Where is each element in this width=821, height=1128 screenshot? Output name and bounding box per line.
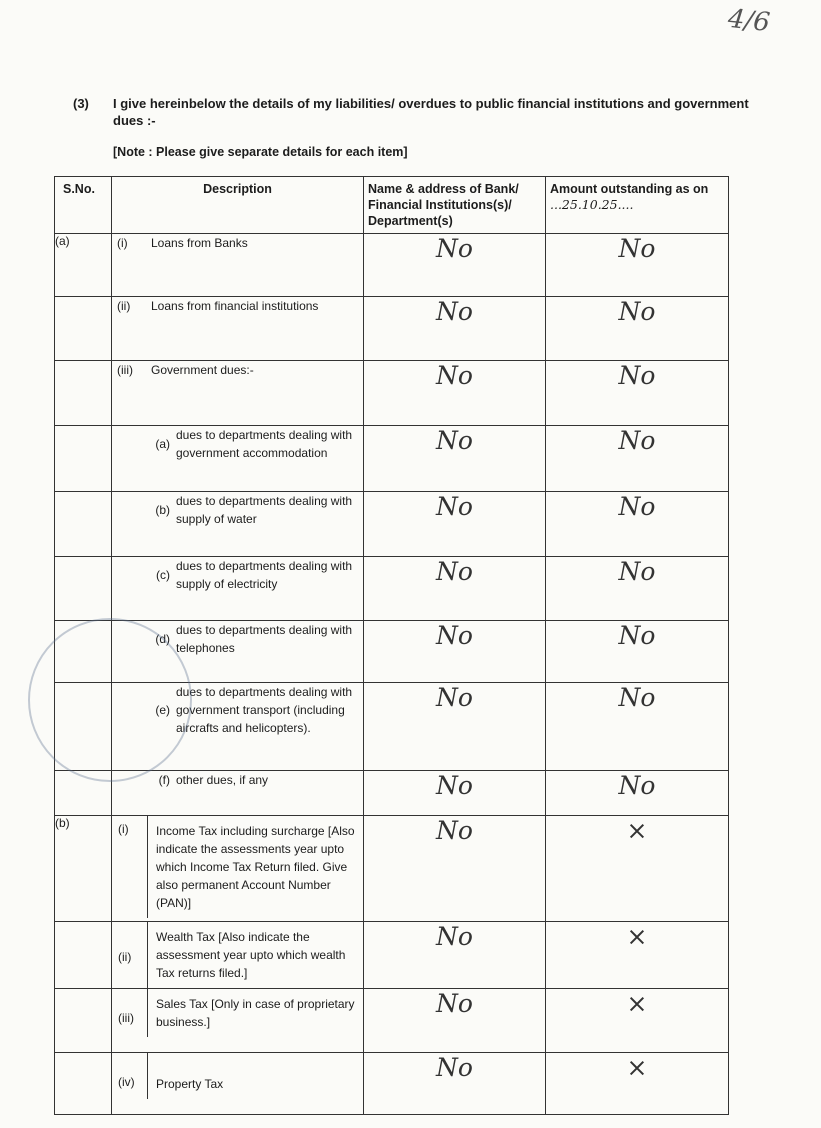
- table-row: [55, 492, 729, 557]
- section-number: (3): [73, 96, 89, 111]
- row-description: (ii) Wealth Tax [Also indicate the assessment year upto which wealth Tax returns filed.]: [112, 922, 364, 989]
- row-name-value: No: [364, 234, 546, 297]
- row-description: (iii) Sales Tax [Only in case of proprietary business.]: [112, 989, 364, 1053]
- page-number-mark: 4/6: [726, 3, 772, 39]
- row-name-value: No: [364, 557, 546, 621]
- row-sno: [55, 492, 112, 557]
- row-description: (d) dues to departments dealing with telephones: [112, 621, 364, 683]
- row-sno: [55, 557, 112, 621]
- header-name-address: Name & address of Bank/ Financial Institutions(s)/ Department(s): [364, 177, 546, 234]
- liabilities-table: [54, 176, 729, 1115]
- row-sno: [55, 989, 112, 1053]
- row-amount-value: No: [546, 683, 729, 771]
- row-amount-value: No: [546, 234, 729, 297]
- row-amount-value: No: [546, 557, 729, 621]
- table-row: [55, 426, 729, 492]
- row-sno: (b): [55, 816, 112, 922]
- row-sno: [55, 297, 112, 361]
- table-row: [55, 1053, 729, 1115]
- row-amount-value: ×: [546, 989, 729, 1053]
- table-row: [55, 621, 729, 683]
- row-name-value: No: [364, 771, 546, 816]
- row-description: (e) dues to departments dealing with government transport (including aircrafts and helicopters).: [112, 683, 364, 771]
- row-sno: [55, 1053, 112, 1115]
- row-name-value: No: [364, 922, 546, 989]
- section-note: [Note : Please give separate details for each item]: [113, 145, 408, 159]
- row-amount-value: No: [546, 297, 729, 361]
- table-header-row: [55, 177, 729, 234]
- row-amount-value: No: [546, 361, 729, 426]
- row-amount-value: No: [546, 621, 729, 683]
- table-row: [55, 816, 729, 922]
- table-row: [55, 771, 729, 816]
- row-name-value: No: [364, 426, 546, 492]
- row-description: (a) dues to departments dealing with government accommodation: [112, 426, 364, 492]
- row-name-value: No: [364, 1053, 546, 1115]
- row-description: (ii) Loans from financial institutions: [112, 297, 364, 361]
- row-name-value: No: [364, 989, 546, 1053]
- table-row: [55, 361, 729, 426]
- row-sno: [55, 426, 112, 492]
- row-description: (b) dues to departments dealing with supply of water: [112, 492, 364, 557]
- row-amount-value: ×: [546, 816, 729, 922]
- row-description: (iv) Property Tax: [112, 1053, 364, 1115]
- section-heading: I give hereinbelow the details of my liabilities/ overdues to public financial institutions and government dues :-: [113, 96, 749, 128]
- row-sno: [55, 621, 112, 683]
- table-row: [55, 297, 729, 361]
- amount-date-handwritten: ...25.10.25....: [550, 197, 634, 212]
- row-sno: [55, 361, 112, 426]
- row-amount-value: No: [546, 492, 729, 557]
- header-description: Description: [112, 177, 364, 234]
- row-description: (f) other dues, if any: [112, 771, 364, 816]
- table-row: [55, 922, 729, 989]
- header-amount: Amount outstanding as on ...25.10.25....: [546, 177, 729, 234]
- row-sno: (a): [55, 234, 112, 297]
- table-row: [55, 234, 729, 297]
- row-sno: [55, 922, 112, 989]
- row-name-value: No: [364, 683, 546, 771]
- row-name-value: No: [364, 297, 546, 361]
- row-description: (c) dues to departments dealing with supply of electricity: [112, 557, 364, 621]
- row-amount-value: ×: [546, 1053, 729, 1115]
- row-sno: [55, 771, 112, 816]
- row-description: (i) Income Tax including surcharge [Also indicate the assessments year upto which Income Tax Return filed. Give also permanent Account Number (PAN)]: [112, 816, 364, 922]
- row-amount-value: No: [546, 426, 729, 492]
- table-row: [55, 989, 729, 1053]
- table-row: [55, 557, 729, 621]
- row-name-value: No: [364, 361, 546, 426]
- table-row: [55, 683, 729, 771]
- header-sno: S.No.: [55, 177, 112, 234]
- row-description: (iii) Government dues:-: [112, 361, 364, 426]
- row-name-value: No: [364, 492, 546, 557]
- row-name-value: No: [364, 816, 546, 922]
- row-name-value: No: [364, 621, 546, 683]
- row-amount-value: No: [546, 771, 729, 816]
- row-amount-value: ×: [546, 922, 729, 989]
- row-sno: [55, 683, 112, 771]
- row-description: (i) Loans from Banks: [112, 234, 364, 297]
